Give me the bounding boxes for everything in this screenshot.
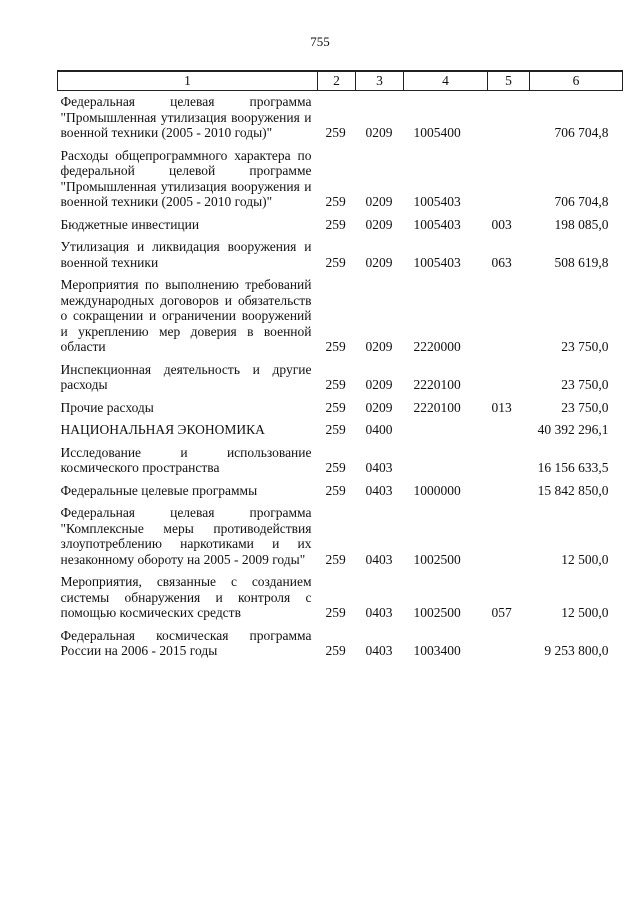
- row-col-5: [488, 270, 530, 355]
- row-col-6: 9 253 800,0: [544, 643, 609, 658]
- row-col-3: 0209: [365, 254, 393, 270]
- row-col-4: [404, 438, 488, 476]
- row-col-4: [404, 415, 488, 438]
- table-row: [58, 393, 623, 416]
- table-row: [58, 567, 623, 621]
- header-col-1: 1: [58, 71, 318, 91]
- table-row: [58, 415, 623, 438]
- row-col-6: 40 392 296,1: [537, 422, 609, 437]
- row-col-4: 1005403: [413, 216, 461, 232]
- row-col-5: 057: [491, 605, 512, 620]
- row-col-5: [488, 141, 530, 210]
- row-col-2: 259: [325, 643, 346, 658]
- row-col-6: 23 750,0: [561, 377, 609, 392]
- row-col-6: 706 704,8: [554, 125, 609, 140]
- row-col-2: 259: [325, 339, 346, 354]
- row-col-6: 16 156 633,5: [537, 460, 609, 475]
- row-col-6: 706 704,8: [554, 194, 609, 209]
- row-col-2: 259: [325, 216, 346, 232]
- row-col-2: 259: [325, 422, 346, 437]
- row-col-2: 259: [325, 399, 346, 415]
- row-col-4: 1003400: [413, 643, 461, 658]
- row-col-3: 0403: [365, 482, 393, 498]
- row-name: Инспекционная деятельность и другие расходы: [60, 361, 312, 392]
- row-col-4: 1005400: [413, 125, 461, 140]
- row-col-4: 1002500: [413, 551, 461, 567]
- row-name: Расходы общепрограммного характера по федеральной целевой программе "Промышленная утилизация вооружения и военной техники (2005 - 2010 годы)": [60, 147, 312, 209]
- row-name: Федеральная целевая программа "Промышленная утилизация вооружения и военной техники (2005 - 2010 годы)": [60, 94, 312, 140]
- page-number: 755: [310, 34, 330, 49]
- row-name: Утилизация и ликвидация вооружения и военной техники: [60, 239, 312, 270]
- row-col-2: 259: [325, 482, 346, 498]
- row-col-3: 0209: [365, 339, 393, 354]
- row-col-3: 0209: [365, 216, 393, 232]
- row-col-6: 12 500,0: [561, 551, 609, 567]
- row-col-2: 259: [325, 460, 346, 475]
- row-col-3: 0403: [365, 551, 393, 567]
- header-col-6: 6: [530, 71, 623, 91]
- table-row: [58, 91, 623, 141]
- row-col-3: 0209: [365, 194, 393, 209]
- row-name: Прочие расходы: [60, 399, 154, 415]
- table-header-row: [58, 71, 623, 91]
- row-name: Федеральные целевые программы: [60, 482, 258, 498]
- row-col-6: 12 500,0: [561, 605, 609, 620]
- row-col-2: 259: [325, 377, 346, 392]
- row-col-5: [488, 498, 530, 567]
- table-row: [58, 270, 623, 355]
- row-col-5: [488, 91, 530, 141]
- header-col-3: 3: [356, 71, 404, 91]
- row-col-4: 1002500: [413, 605, 461, 620]
- table-row: [58, 498, 623, 567]
- row-col-2: 259: [325, 125, 346, 140]
- table-row: [58, 355, 623, 393]
- row-name: Мероприятия по выполнению требований международных договоров и обязательств о сокращении и ограничении вооружений и укреплению мер доверия в военной области: [60, 277, 312, 354]
- row-name: Бюджетные инвестиции: [60, 216, 200, 232]
- row-col-3: 0209: [365, 377, 393, 392]
- row-col-2: 259: [325, 551, 346, 567]
- row-name: Федеральная космическая программа России на 2006 - 2015 годы: [60, 627, 312, 658]
- table-row: [58, 141, 623, 210]
- row-col-4: 2220000: [413, 339, 461, 354]
- row-col-3: 0403: [365, 643, 393, 658]
- row-name: НАЦИОНАЛЬНАЯ ЭКОНОМИКА: [60, 422, 265, 437]
- row-col-3: 0400: [365, 422, 393, 437]
- row-col-4: 2220100: [413, 377, 461, 392]
- row-col-5: [488, 438, 530, 476]
- row-col-2: 259: [325, 254, 346, 270]
- row-col-4: 1005403: [413, 254, 461, 270]
- row-col-2: 259: [325, 194, 346, 209]
- row-col-3: 0403: [365, 460, 393, 475]
- row-col-5: 013: [491, 399, 512, 415]
- header-col-2: 2: [318, 71, 356, 91]
- header-col-5: 5: [488, 71, 530, 91]
- table-row: [58, 621, 623, 659]
- table-row: [58, 232, 623, 270]
- row-col-5: 063: [491, 254, 512, 270]
- table-row: [58, 438, 623, 476]
- row-name: Исследование и использование космического пространства: [60, 444, 312, 475]
- row-col-6: 15 842 850,0: [537, 482, 609, 498]
- row-col-3: 0209: [365, 125, 393, 140]
- header-col-4: 4: [404, 71, 488, 91]
- row-col-4: 1000000: [413, 482, 461, 498]
- row-col-6: 198 085,0: [554, 216, 609, 232]
- row-col-2: 259: [325, 605, 346, 620]
- row-col-6: 23 750,0: [561, 339, 609, 354]
- row-col-6: 508 619,8: [554, 254, 609, 270]
- table-row: [58, 476, 623, 499]
- table-row: [58, 210, 623, 233]
- row-col-3: 0403: [365, 605, 393, 620]
- budget-table: [57, 70, 623, 659]
- row-col-3: 0209: [365, 399, 393, 415]
- row-col-5: [488, 621, 530, 659]
- row-col-6: 23 750,0: [561, 399, 609, 415]
- row-col-5: [488, 415, 530, 438]
- row-col-5: [488, 476, 530, 499]
- row-col-4: 2220100: [413, 399, 461, 415]
- row-col-5: 003: [491, 216, 512, 232]
- row-name: Федеральная целевая программа "Комплексные меры противодействия злоупотреблению наркотиками и их незаконному обороту на 2005 - 2009 годы": [60, 505, 312, 567]
- row-col-4: 1005403: [413, 194, 461, 209]
- row-name: Мероприятия, связанные с созданием системы обнаружения и контроля с помощью космических средств: [60, 574, 312, 620]
- row-col-5: [488, 355, 530, 393]
